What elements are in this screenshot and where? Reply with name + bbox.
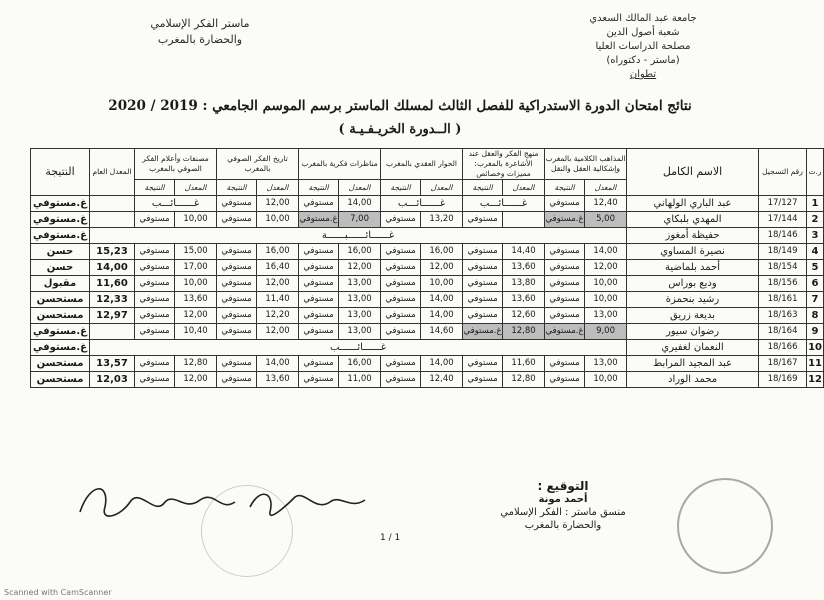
- result-cell: غ.مستوفي: [545, 212, 585, 228]
- grade-cell: 16,00: [339, 356, 381, 372]
- final-result: مقبول: [31, 276, 90, 292]
- result-cell: مستوفي: [217, 356, 257, 372]
- final-result: غ.مستوفي: [31, 340, 90, 356]
- final-result: غ.مستوفي: [31, 228, 90, 244]
- overall-average: 15,23: [90, 244, 135, 260]
- registration-number: 18/156: [759, 276, 807, 292]
- grade-cell: 12,00: [585, 260, 627, 276]
- student-name: رشيد بنحمزة: [627, 292, 759, 308]
- grade-cell: 13,60: [175, 292, 217, 308]
- result-cell: مستوفي: [381, 276, 421, 292]
- grade-cell: 10,00: [421, 276, 463, 292]
- col-subject: تاريخ الفكر الصوفي بالمغرب: [217, 149, 299, 180]
- result-cell: مستوفي: [545, 260, 585, 276]
- student-name: عبد المجيد المرابط: [627, 356, 759, 372]
- result-cell: مستوفي: [381, 356, 421, 372]
- grade-cell: 12,40: [421, 372, 463, 388]
- row-number: 1: [807, 196, 824, 212]
- grade-cell: 9,00: [585, 324, 627, 340]
- grade-cell: 12,00: [175, 372, 217, 388]
- student-name: المهدي بلبكاي: [627, 212, 759, 228]
- result-cell: مستوفي: [135, 308, 175, 324]
- university-header: [543, 12, 743, 82]
- grade-cell: 14,00: [257, 356, 299, 372]
- row-number: 4: [807, 244, 824, 260]
- grade-cell: 16,40: [257, 260, 299, 276]
- result-cell: مستوفي: [135, 212, 175, 228]
- row-number: 7: [807, 292, 824, 308]
- grade-cell: 7,00: [339, 212, 381, 228]
- final-result: غ.مستوفي: [31, 324, 90, 340]
- table-row: [31, 308, 824, 324]
- col-result: النتيجة: [545, 180, 585, 196]
- registration-number: 18/164: [759, 324, 807, 340]
- student-name: النعمان لغفيري: [627, 340, 759, 356]
- row-number: 11: [807, 356, 824, 372]
- signatory-name: أحمد مونة: [538, 494, 588, 505]
- absent-cell: غــــــائـــب: [135, 196, 217, 212]
- result-cell: مستوفي: [217, 324, 257, 340]
- col-subject: المذاهب الكلامية بالمغرب وإشكالية العقل والنقل: [545, 149, 627, 180]
- signature-block: [473, 480, 653, 532]
- final-result: حسن: [31, 260, 90, 276]
- grade-cell: 12,00: [257, 276, 299, 292]
- student-name: حفيظة أمغوز: [627, 228, 759, 244]
- col-grade: المعدل: [339, 180, 381, 196]
- result-cell: مستوفي: [381, 308, 421, 324]
- student-name: نصيرة المساوي: [627, 244, 759, 260]
- grade-cell: 11,40: [257, 292, 299, 308]
- row-number: 5: [807, 260, 824, 276]
- result-cell: مستوفي: [381, 324, 421, 340]
- grade-cell: [503, 212, 545, 228]
- col-subject: منهج الفكر والعقل عند الأشاعرة بالمغرب: مميزات وخصائص: [463, 149, 545, 180]
- registration-number: 18/146: [759, 228, 807, 244]
- row-number: 9: [807, 324, 824, 340]
- final-result: غ.مستوفي: [31, 212, 90, 228]
- col-result: النتيجة: [381, 180, 421, 196]
- grade-cell: 14,00: [421, 308, 463, 324]
- result-cell: مستوفي: [545, 276, 585, 292]
- overall-average: 13,57: [90, 356, 135, 372]
- col-rownum: ر.ت: [807, 149, 824, 196]
- table-row: [31, 356, 824, 372]
- grade-cell: 13,00: [585, 308, 627, 324]
- result-cell: مستوفي: [135, 324, 175, 340]
- col-result: النتيجة: [135, 180, 175, 196]
- registration-number: 18/169: [759, 372, 807, 388]
- grade-cell: 10,00: [175, 212, 217, 228]
- grade-cell: 12,00: [339, 260, 381, 276]
- student-name: وديع بوراس: [627, 276, 759, 292]
- grade-cell: 12,00: [175, 308, 217, 324]
- result-cell: مستوفي: [217, 292, 257, 308]
- registration-number: 18/163: [759, 308, 807, 324]
- result-cell: غ.مستوفي: [299, 212, 339, 228]
- result-cell: مستوفي: [463, 244, 503, 260]
- grade-cell: 13,00: [339, 324, 381, 340]
- col-grade: المعدل: [257, 180, 299, 196]
- grade-cell: 14,60: [421, 324, 463, 340]
- final-result: مستحسن: [31, 308, 90, 324]
- results-table: [30, 148, 824, 388]
- table-row: [31, 340, 824, 356]
- absent-cell: غــــــائــــــبــــــة: [90, 228, 627, 244]
- grade-cell: 13,60: [503, 292, 545, 308]
- col-regnum: رقم التسجيل: [759, 149, 807, 196]
- master-name: ماستر الفكر الإسلامي: [150, 17, 250, 30]
- grade-cell: 10,00: [585, 292, 627, 308]
- grade-cell: 16,00: [339, 244, 381, 260]
- page-number: 1 / 1: [380, 533, 401, 543]
- col-grade: المعدل: [421, 180, 463, 196]
- overall-average: [90, 196, 135, 212]
- result-cell: مستوفي: [135, 356, 175, 372]
- col-result: النتيجة: [463, 180, 503, 196]
- result-cell: مستوفي: [299, 324, 339, 340]
- result-cell: مستوفي: [545, 372, 585, 388]
- city-name: تطوان: [629, 69, 657, 80]
- overall-average: 12,03: [90, 372, 135, 388]
- col-avg: المعدل العام: [90, 149, 135, 196]
- result-cell: مستوفي: [299, 244, 339, 260]
- registration-number: 18/167: [759, 356, 807, 372]
- result-cell: مستوفي: [135, 372, 175, 388]
- registration-number: 18/154: [759, 260, 807, 276]
- overall-average: 12,97: [90, 308, 135, 324]
- absent-cell: غــــــائــــــب: [90, 340, 627, 356]
- master-header: [110, 16, 290, 48]
- grade-cell: 11,60: [503, 356, 545, 372]
- result-cell: مستوفي: [135, 276, 175, 292]
- table-row: [31, 324, 824, 340]
- result-cell: مستوفي: [299, 276, 339, 292]
- table-row: [31, 212, 824, 228]
- result-cell: مستوفي: [217, 244, 257, 260]
- department-name: شعبة أصول الدين: [606, 27, 680, 38]
- grade-cell: 15,00: [175, 244, 217, 260]
- final-result: مستحسن: [31, 292, 90, 308]
- result-cell: مستوفي: [135, 244, 175, 260]
- result-cell: مستوفي: [463, 292, 503, 308]
- document-title: نتائج امتحان الدورة الاستدراكية للفصل الثالث لمسلك الماستر برسم الموسم الجامعي : 2019 / 2020: [108, 98, 692, 114]
- result-cell: مستوفي: [463, 260, 503, 276]
- table-row: [31, 260, 824, 276]
- result-cell: مستوفي: [217, 196, 257, 212]
- grade-cell: 14,00: [421, 356, 463, 372]
- col-grade: المعدل: [175, 180, 217, 196]
- table-row: [31, 372, 824, 388]
- row-number: 8: [807, 308, 824, 324]
- grade-cell: 13,60: [257, 372, 299, 388]
- overall-average: 11,60: [90, 276, 135, 292]
- result-cell: مستوفي: [381, 212, 421, 228]
- row-number: 6: [807, 276, 824, 292]
- grade-cell: 13,00: [339, 292, 381, 308]
- table-row: [31, 244, 824, 260]
- grade-cell: 13,00: [339, 276, 381, 292]
- col-final: النتيجة: [31, 149, 90, 196]
- table-row: [31, 196, 824, 212]
- grade-cell: 14,00: [421, 292, 463, 308]
- result-cell: مستوفي: [545, 244, 585, 260]
- result-cell: مستوفي: [217, 372, 257, 388]
- registration-number: 17/144: [759, 212, 807, 228]
- result-cell: مستوفي: [381, 244, 421, 260]
- result-cell: غ.مستوفي: [545, 324, 585, 340]
- overall-average: 14,00: [90, 260, 135, 276]
- result-cell: مستوفي: [299, 292, 339, 308]
- grade-cell: 10,40: [175, 324, 217, 340]
- result-cell: مستوفي: [463, 308, 503, 324]
- result-cell: مستوفي: [463, 212, 503, 228]
- grade-cell: 10,00: [585, 276, 627, 292]
- result-cell: مستوفي: [545, 356, 585, 372]
- registration-number: 17/127: [759, 196, 807, 212]
- student-name: محمد الوراد: [627, 372, 759, 388]
- row-number: 12: [807, 372, 824, 388]
- program-level: (ماستر - دكتوراه): [606, 55, 680, 66]
- grade-cell: 12,80: [175, 356, 217, 372]
- final-result: حسن: [31, 244, 90, 260]
- grade-cell: 12,00: [257, 196, 299, 212]
- final-result: غ.مستوفي: [31, 196, 90, 212]
- row-number: 10: [807, 340, 824, 356]
- col-grade: المعدل: [503, 180, 545, 196]
- result-cell: مستوفي: [217, 276, 257, 292]
- result-cell: مستوفي: [299, 260, 339, 276]
- result-cell: مستوفي: [135, 292, 175, 308]
- result-cell: مستوفي: [299, 356, 339, 372]
- master-name-line2: والحضارة بالمغرب: [157, 33, 243, 46]
- result-cell: مستوفي: [545, 308, 585, 324]
- signature-label: التوقيع :: [537, 479, 589, 493]
- handwritten-signatures: [70, 472, 400, 532]
- grade-cell: 13,20: [421, 212, 463, 228]
- final-result: مستحسن: [31, 356, 90, 372]
- result-cell: مستوفي: [217, 212, 257, 228]
- final-result: مستحسن: [31, 372, 90, 388]
- grade-cell: 14,40: [503, 244, 545, 260]
- col-subject: الحوار العقدي بالمغرب: [381, 149, 463, 180]
- result-cell: مستوفي: [299, 196, 339, 212]
- grade-cell: 12,00: [257, 324, 299, 340]
- grade-cell: 11,00: [339, 372, 381, 388]
- registration-number: 18/161: [759, 292, 807, 308]
- grade-cell: 10,00: [257, 212, 299, 228]
- grade-cell: 12,80: [503, 324, 545, 340]
- student-name: أحمد بلماضية: [627, 260, 759, 276]
- col-result: النتيجة: [217, 180, 257, 196]
- overall-average: 12,33: [90, 292, 135, 308]
- table-row: [31, 228, 824, 244]
- service-name: مصلحة الدراسات العليا: [595, 41, 691, 52]
- grade-cell: 13,80: [503, 276, 545, 292]
- official-stamp: [677, 478, 773, 574]
- overall-average: [90, 324, 135, 340]
- col-subject: مصنفات وأعلام الفكر الصوفي بالمغرب: [135, 149, 217, 180]
- signatory-role: منسق ماستر : الفكر الإسلامي: [500, 507, 626, 518]
- table-row: [31, 292, 824, 308]
- table-row: [31, 276, 824, 292]
- col-subject: مناظرات فكرية بالمغرب: [299, 149, 381, 180]
- result-cell: مستوفي: [463, 356, 503, 372]
- university-name: جامعة عبد المالك السعدي: [589, 13, 697, 24]
- result-cell: مستوفي: [545, 292, 585, 308]
- result-cell: مستوفي: [217, 308, 257, 324]
- scanner-footer: Scanned with CamScanner: [4, 588, 112, 597]
- absent-cell: غــــــائـــب: [463, 196, 545, 212]
- student-name: رضوان سيور: [627, 324, 759, 340]
- col-result: النتيجة: [299, 180, 339, 196]
- grade-cell: 14,00: [585, 244, 627, 260]
- grade-cell: 14,00: [339, 196, 381, 212]
- result-cell: غ.مستوفي: [463, 324, 503, 340]
- result-cell: مستوفي: [299, 372, 339, 388]
- result-cell: مستوفي: [135, 260, 175, 276]
- result-cell: مستوفي: [463, 372, 503, 388]
- grade-cell: 13,00: [585, 356, 627, 372]
- grade-cell: 16,00: [257, 244, 299, 260]
- result-cell: مستوفي: [545, 196, 585, 212]
- grade-cell: 17,00: [175, 260, 217, 276]
- grade-cell: 12,60: [503, 308, 545, 324]
- grade-cell: 12,40: [585, 196, 627, 212]
- absent-cell: غــــــائـــب: [381, 196, 463, 212]
- result-cell: مستوفي: [463, 276, 503, 292]
- registration-number: 18/166: [759, 340, 807, 356]
- grade-cell: 5,00: [585, 212, 627, 228]
- student-name: عبد الباري الولهاني: [627, 196, 759, 212]
- result-cell: مستوفي: [299, 308, 339, 324]
- document-subtitle: ( الــدورة الخريـفـيـة ): [338, 122, 462, 137]
- grade-cell: 12,00: [421, 260, 463, 276]
- grade-cell: 13,00: [339, 308, 381, 324]
- registration-number: 18/149: [759, 244, 807, 260]
- grade-cell: 10,00: [585, 372, 627, 388]
- student-name: بديعة زريق: [627, 308, 759, 324]
- result-cell: مستوفي: [217, 260, 257, 276]
- overall-average: [90, 212, 135, 228]
- result-cell: مستوفي: [381, 372, 421, 388]
- col-name: الاسم الكامل: [627, 149, 759, 196]
- grade-cell: 12,80: [503, 372, 545, 388]
- grade-cell: 12,20: [257, 308, 299, 324]
- row-number: 2: [807, 212, 824, 228]
- result-cell: مستوفي: [381, 292, 421, 308]
- grade-cell: 16,00: [421, 244, 463, 260]
- result-cell: مستوفي: [381, 260, 421, 276]
- col-grade: المعدل: [585, 180, 627, 196]
- row-number: 3: [807, 228, 824, 244]
- grade-cell: 13,60: [503, 260, 545, 276]
- signatory-role-line2: والحضارة بالمغرب: [524, 520, 602, 531]
- grade-cell: 10,00: [175, 276, 217, 292]
